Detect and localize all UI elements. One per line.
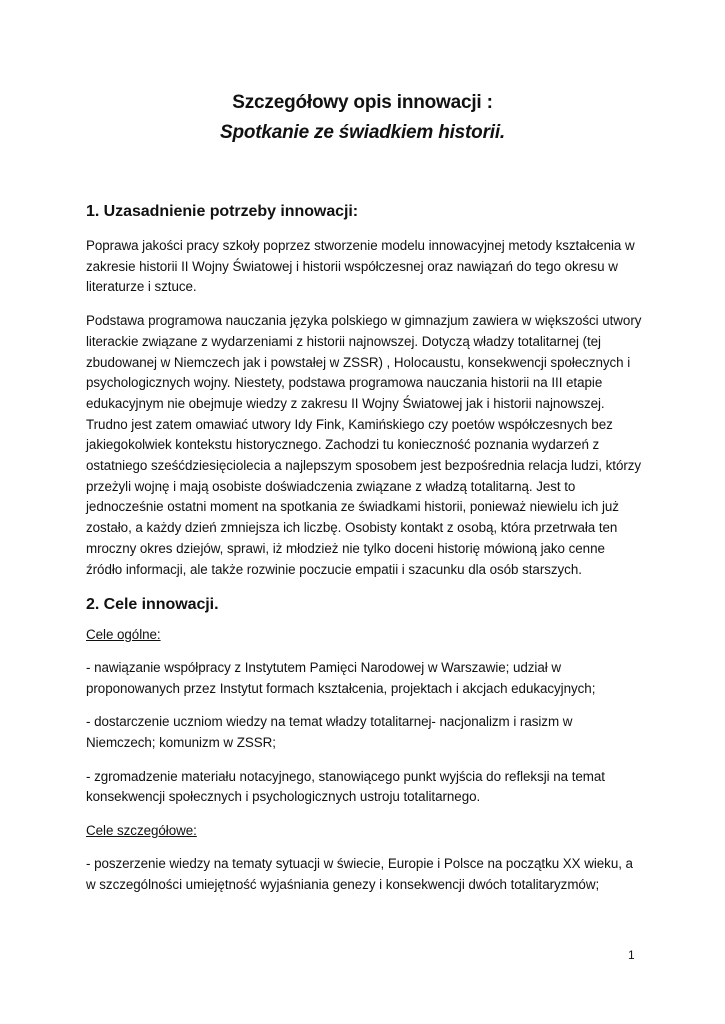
section-1-paragraph: Podstawa programowa nauczania języka polskiego w gimnazjum zawiera w większości utwory literackie związane z wydarzeniami z historii najnowszej. Dotyczą władzy totalitarnej (tej zbudowanej w Niemczech jak i powstałej w ZSSR) , Holocaustu, konsekwencji społecznych i psychologicznych wojny. Niestety, podstawa programowa nauczania historii na III etapie edukacyjnym nie obejmuje wiedzy z zakresu II Wojny Światowej jak i historii najnowszej. Trudno jest zatem omawiać utwory Idy Fink, Kamińskiego czy poetów współczesnych bez jakiegokolwiek kontekstu historycznego. Zachodzi tu konieczność poznania wydarzeń z ostatniego sześćdziesięciolecia a najlepszym sposobem jest bezpośrednia relacja ludzi, którzy przeżyli wojnę i mają osobiste doświadczenia związane z władzą totalitarną. Jest to jednocześnie ostatni moment na spotkania ze świadkami historii, ponieważ niewielu ich już zostało, a każdy dzień zmniejsza ich liczbę. Osobisty kontakt z osobą, która przetrwała ten mroczny okres dziejów, sprawi, iż młodzież nie tylko doceni historię mówioną jako cenne źródło informacji, ale także rozwinie poczucie empatii i szacunku dla osób starszych. [86, 313, 642, 577]
title-line-2: Spotkanie ze świadkiem historii. [219, 122, 506, 143]
section-1-heading: 1. Uzasadnienie potrzeby innowacji: [86, 203, 359, 220]
section-2-heading: 2. Cele innowacji. [86, 596, 219, 614]
general-goal-item: - dostarczenie uczniom wiedzy na temat władzy totalitarnej- nacjonalizm i rasizm w Niemczech; komunizm w ZSSR; [86, 714, 573, 751]
specific-goal-item: - poszerzenie wiedzy na tematy sytuacji w świecie, Europie i Polsce na początku XX wieku, a w szczególności umiejętność wyjaśniania genezy i konsekwencji dwóch totalitaryzmów; [86, 855, 633, 892]
title-line-1: Szczegółowy opis innowacji : [232, 92, 493, 113]
specific-goals-label: Cele szczegółowe: [86, 823, 197, 839]
general-goal-item: - zgromadzenie materiału notacyjnego, stanowiącego punkt wyjścia do refleksji na temat konsekwencji społecznych i psychologicznych ustroju totalitarnego. [86, 768, 605, 805]
document-title [0, 88, 725, 148]
document-body [86, 200, 642, 908]
page-number: 1 [628, 948, 635, 962]
general-goal-item: - nawiązanie współpracy z Instytutem Pamięci Narodowej w Warszawie; udział w proponowanych przez Instytut formach kształcenia, projektach i akcjach edukacyjnych; [86, 659, 596, 696]
section-1-paragraph: Poprawa jakości pracy szkoły poprzez stworzenie modelu innowacyjnej metody kształcenia w zakresie historii II Wojny Światowej i historii współczesnej oraz nawiązań do tego okresu w literaturze i sztuce. [86, 238, 635, 295]
general-goals-label: Cele ogólne: [86, 627, 161, 643]
